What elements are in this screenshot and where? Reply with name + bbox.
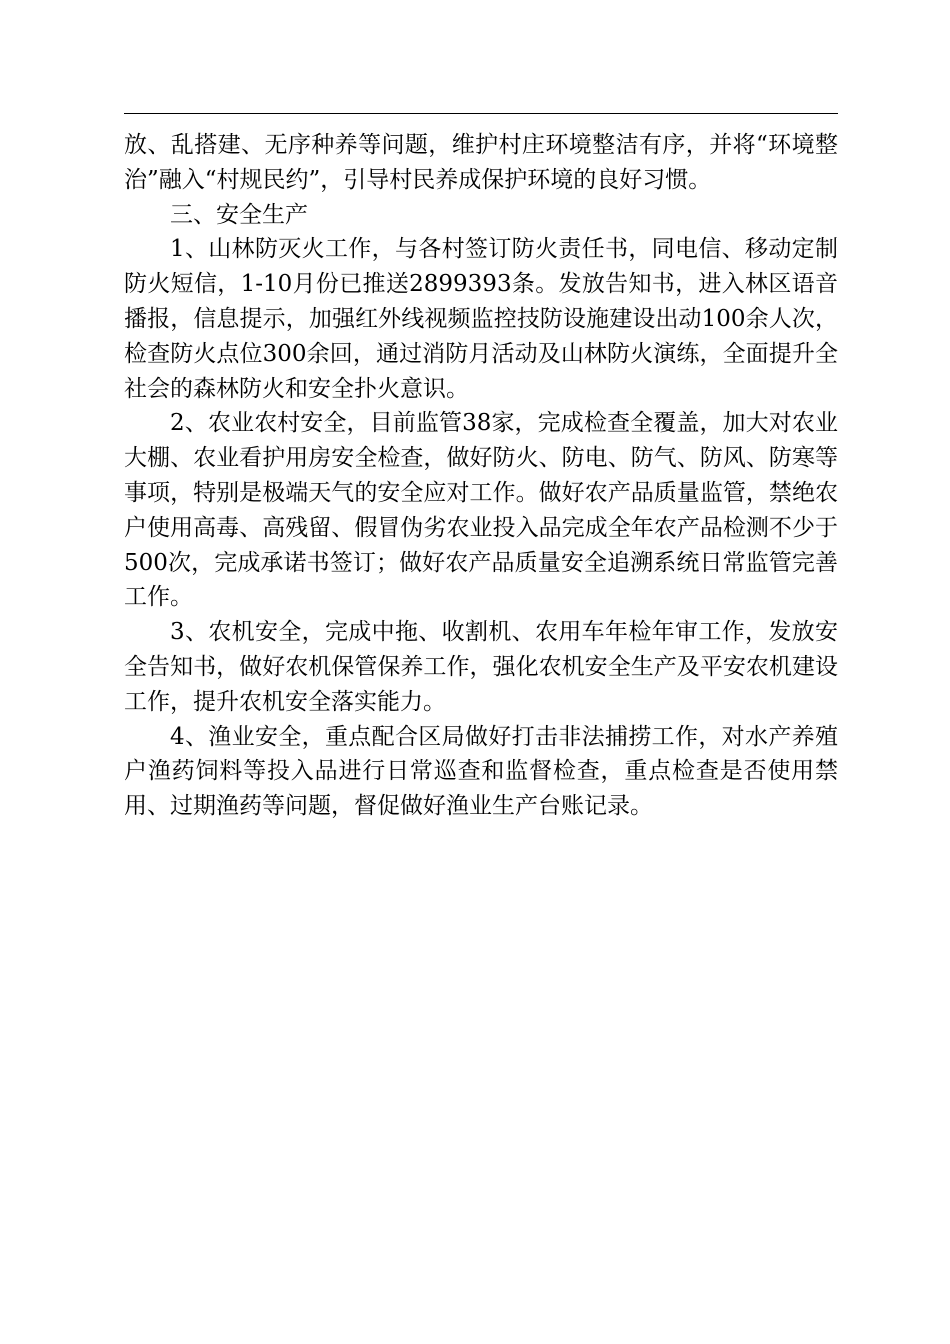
section-heading: 三、安全生产 (170, 201, 308, 228)
list-item: 3、农机安全，完成中拖、收割机、农用车年检年审工作，发放安全告知书，做好农机保管保养工作，强化农机安全生产及平安农机建设工作，提升农机安全落实能力。 (124, 619, 838, 715)
continuation-paragraph: 放、乱搭建、无序种养等问题，维护村庄环境整洁有序，并将“环境整治”融入“村规民约”，引导村民养成保护环境的良好习惯。 (124, 132, 838, 193)
list-item: 2、农业农村安全，目前监管38家，完成检查全覆盖，加大对农业大棚、农业看护用房安全检查，做好防火、防电、防气、防风、防寒等事项，特别是极端天气的安全应对工作。做好农产品质量监管，禁绝农户使用高毒、高残留、假冒伪劣农业投入品完成全年农产品检测不少于500次，完成承诺书签订；做好农产品质量安全追溯系统日常监管完善工作。 (124, 410, 838, 611)
header-rule (124, 113, 838, 114)
document-body (124, 128, 838, 824)
list-item: 4、渔业安全，重点配合区局做好打击非法捕捞工作，对水产养殖户渔药饲料等投入品进行日常巡查和监督检查，重点检查是否使用禁用、过期渔药等问题，督促做好渔业生产台账记录。 (124, 723, 838, 820)
list-item: 1、山林防灭火工作，与各村签订防火责任书，同电信、移动定制防火短信，1-10月份已推送2899393条。发放告知书，进入林区语音播报，信息提示，加强红外线视频监控技防设施建设出动100余人次，检查防火点位300余回，通过消防月活动及山林防火演练，全面提升全社会的森林防火和安全扑火意识。 (124, 236, 838, 402)
